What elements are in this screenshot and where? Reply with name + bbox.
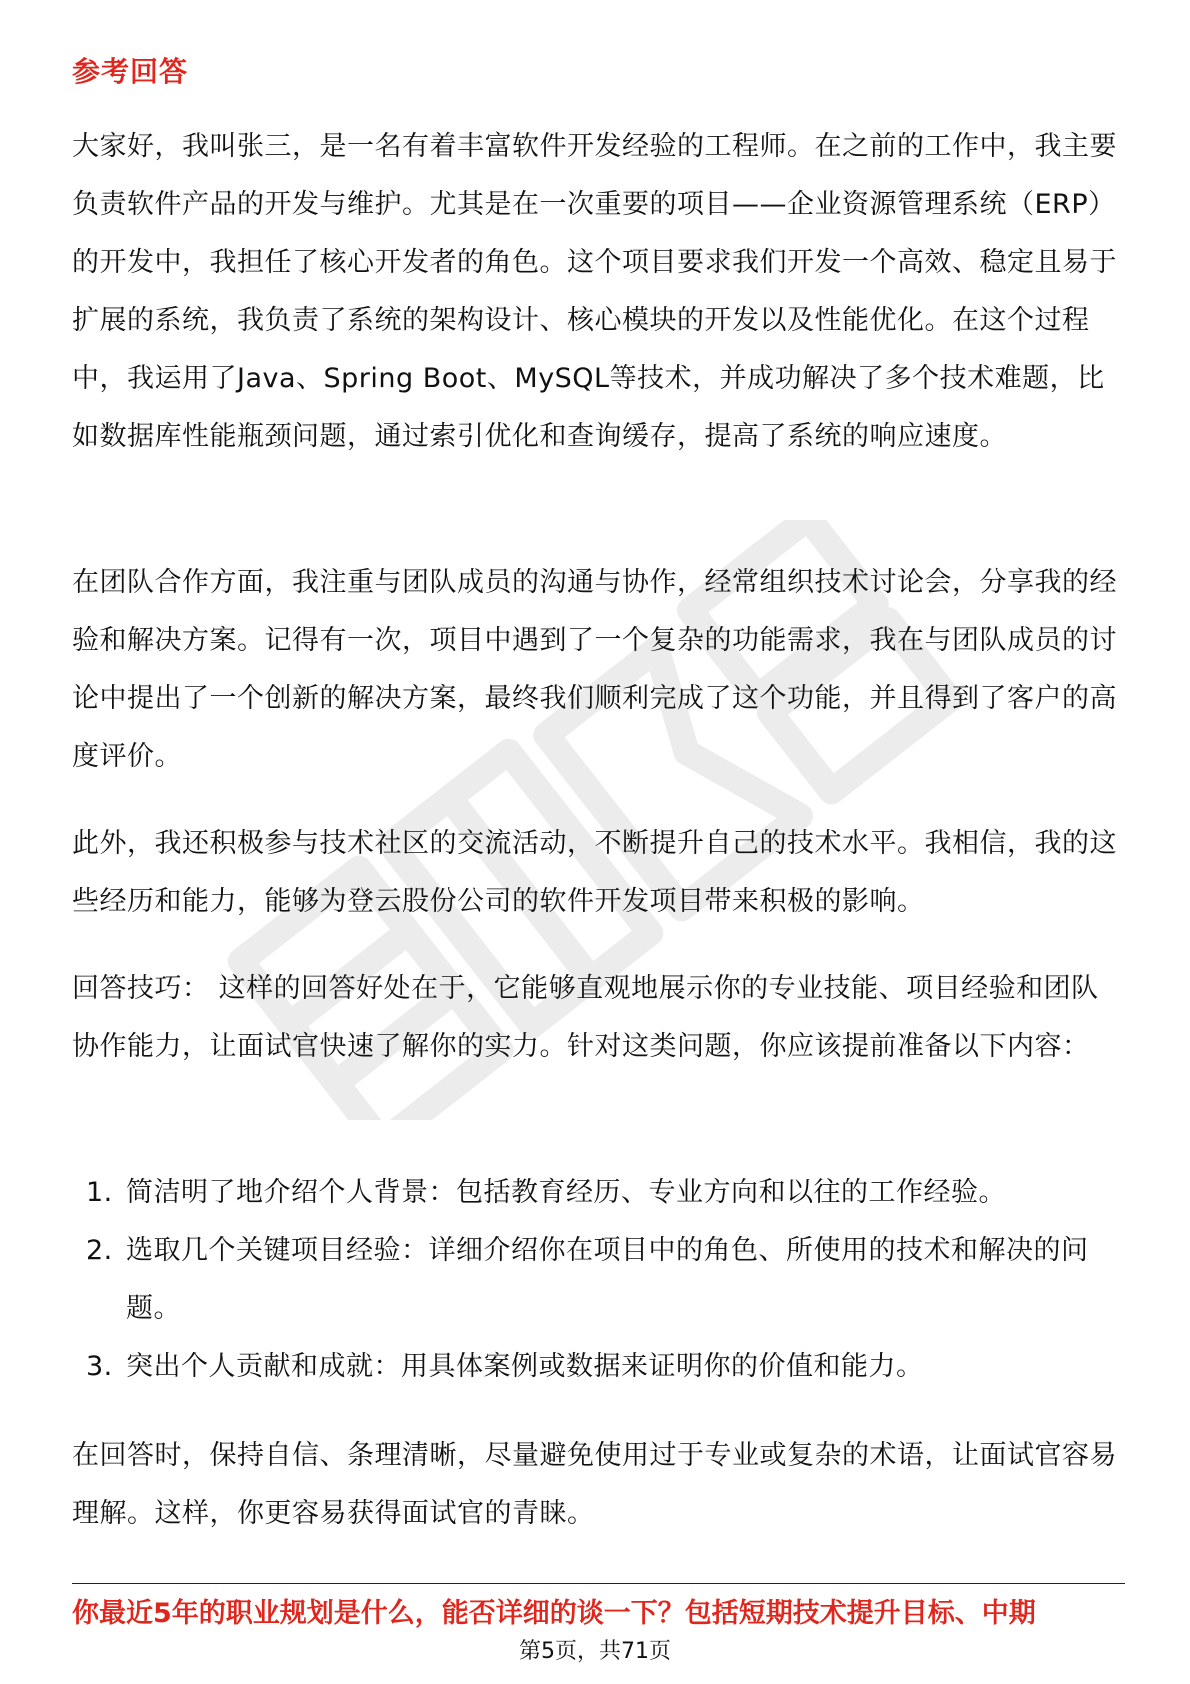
divider: [72, 1583, 1125, 1584]
list-item-text: 简洁明了地介绍个人背景：包括教育经历、专业方向和以往的工作经验。: [126, 1177, 1006, 1208]
closing-paragraph: 在回答时，保持自信、条理清晰，尽量避免使用过于专业或复杂的术语，让面试官容易理解。这样，你更容易获得面试官的青睐。: [72, 1440, 1117, 1529]
list-item: [72, 1222, 1122, 1338]
section-heading: 参考回答: [72, 55, 189, 88]
intro-paragraph: 大家好，我叫张三，是一名有着丰富软件开发经验的工程师。在之前的工作中，我主要负责软件产品的开发与维护。尤其是在一次重要的项目——企业资源管理系统（ERP）的开发中，我担任了核心开发者的角色。这个项目要求我们开发一个高效、稳定且易于扩展的系统，我负责了系统的架构设计、核心模块的开发以及性能优化。在这个过程中，我运用了Java、Spring Boot、MySQL等技术，并成功解决了多个技术难题，比如数据库性能瓶颈问题，通过索引优化和查询缓存，提高了系统的响应速度。: [72, 131, 1117, 452]
page-number: [0, 1634, 1190, 1665]
list-item-number: 1.: [86, 1177, 113, 1208]
page-number-text: 第5页，共71页: [519, 1639, 671, 1664]
list-item-text: 选取几个关键项目经验：详细介绍你在项目中的角色、所使用的技术和解决的问题。: [126, 1235, 1089, 1324]
teamwork-paragraph: 在团队合作方面，我注重与团队成员的沟通与协作，经常组织技术讨论会，分享我的经验和解决方案。记得有一次，项目中遇到了一个复杂的功能需求，我在与团队成员的讨论中提出了一个创新的解决方案，最终我们顺利完成了这个功能，并且得到了客户的高度评价。: [72, 567, 1117, 772]
next-question-heading: 你最近5年的职业规划是什么，能否详细的谈一下？包括短期技术提升目标、中期: [72, 1598, 1036, 1629]
tips-list: [72, 1164, 1122, 1396]
tips-intro-paragraph: 回答技巧： 这样的回答好处在于，它能够直观地展示你的专业技能、项目经验和团队协作能力，让面试官快速了解你的实力。针对这类问题，你应该提前准备以下内容：: [72, 973, 1099, 1062]
list-item-number: 3.: [86, 1351, 113, 1382]
list-item: [72, 1338, 1122, 1396]
list-item: [72, 1164, 1122, 1222]
list-item-text: 突出个人贡献和成就：用具体案例或数据来证明你的价值和能力。: [126, 1351, 924, 1382]
list-item-number: 2.: [86, 1235, 113, 1266]
community-paragraph: 此外，我还积极参与技术社区的交流活动，不断提升自己的技术水平。我相信，我的这些经历和能力，能够为登云股份公司的软件开发项目带来积极的影响。: [72, 828, 1117, 917]
